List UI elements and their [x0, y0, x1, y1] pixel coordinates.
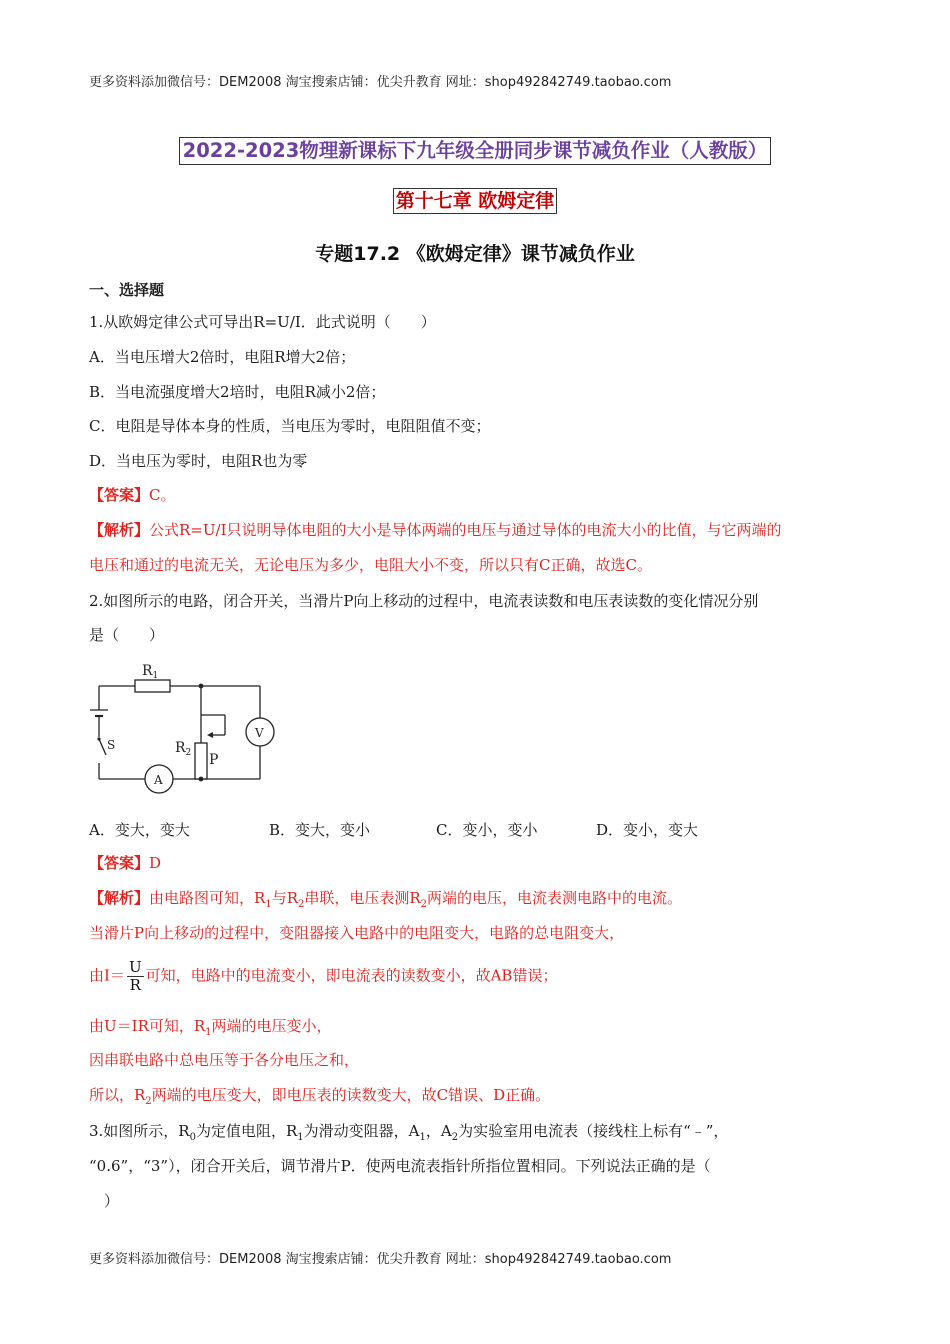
circuit-diagram [85, 655, 285, 800]
q2-stem-line2: 是（ ） [89, 626, 165, 644]
q2-analysis-line4: 由U＝IR可知，$R_1$两端的电压变小， [89, 1017, 332, 1038]
q1-option-a: A．当电压增大2倍时，电阻R增大2倍； [89, 348, 356, 366]
fraction-u-over-r: $\frac{U}{R}$ [128, 958, 142, 994]
q1-stem: 1.从欧姆定律公式可导出R=U/I．此式说明（ ） [89, 313, 436, 331]
page-header: 更多资料添加微信号：DEM2008 淘宝搜索店铺：优尖升教育 网址：shop492842749.taobao.com [89, 75, 672, 90]
r1-label: $R_1$ [142, 663, 159, 681]
doc-title: 2022-2023物理新课标下九年级全册同步课节减负作业（人教版） [0, 137, 950, 165]
q1-option-c: C．电阻是导体本身的性质，当电压为零时，电阻阻值不变； [89, 417, 491, 435]
q3-stem-line2: “0.6”，“3”），闭合开关后，调节滑片P．使两电流表指针所指位置相同。下列说法正确的是（ [89, 1157, 711, 1175]
q1-answer: 【答案】C。 [89, 486, 176, 504]
q2-analysis-line5: 因串联电路中总电压等于各分电压之和， [89, 1051, 360, 1069]
q2-analysis-line1: 【解析】由电路图可知，$R_1$与$R_2$串联，电压表测$R_2$两端的电压，电流表测电路中的电流。 [89, 889, 683, 910]
voltmeter-label: V [255, 726, 264, 740]
q3-stem-line3: ） [89, 1192, 120, 1210]
ammeter-label: A [154, 773, 163, 787]
chapter-title: 第十七章 欧姆定律 [0, 188, 950, 214]
q2-stem-line1: 2.如图所示的电路，闭合开关，当滑片P向上移动的过程中，电流表读数和电压表读数的变化情况分别 [89, 592, 759, 610]
q2-option-a: A．变大，变大 [89, 821, 190, 839]
q2-option-c: C．变小，变小 [436, 821, 538, 839]
page-footer: 更多资料添加微信号：DEM2008 淘宝搜索店铺：优尖升教育 网址：shop492842749.taobao.com [89, 1252, 672, 1267]
q2-analysis-line3: 由I＝ $\frac{U}{R}$ 可知，电路中的电流变小，即电流表的读数变小，故AB错误； [89, 958, 558, 994]
topic-title: 专题17.2 《欧姆定律》课节减负作业 [315, 243, 635, 265]
switch-label: S [107, 738, 116, 752]
q3-stem-line1: 3.如图所示，$R_0$为定值电阻，$R_1$为滑动变阻器，$A_1$，$A_2$为实验室用电流表（接线柱上标有“﹣”， [89, 1122, 729, 1143]
q2-analysis-line6: 所以，$R_2$两端的电压变大，即电压表的读数变大，故C错误、D正确。 [89, 1086, 551, 1107]
q2-analysis-line2: 当滑片P向上移动的过程中，变阻器接入电路中的电阻变大，电路的总电阻变大， [89, 924, 625, 942]
q2-option-b: B．变大，变小 [269, 821, 371, 839]
r2-label: $R_2$ [175, 740, 192, 758]
q1-option-d: D．当电压为零时，电阻R也为零 [89, 452, 308, 470]
q1-analysis-line2: 电压和通过的电流无关，无论电压为多少，电阻大小不变，所以只有C正确，故选C。 [89, 556, 652, 574]
section-heading: 一、选择题 [89, 281, 165, 299]
q1-option-b: B．当电流强度增大2培时，电阻R减小2倍； [89, 383, 386, 401]
q2-answer: 【答案】D [89, 854, 162, 872]
q2-option-d: D．变小，变大 [596, 821, 699, 839]
q1-analysis-line1: 【解析】公式R=U/I只说明导体电阻的大小是导体两端的电压与通过导体的电流大小的比值，与它两端的 [89, 521, 782, 539]
slider-label: P [209, 752, 219, 768]
